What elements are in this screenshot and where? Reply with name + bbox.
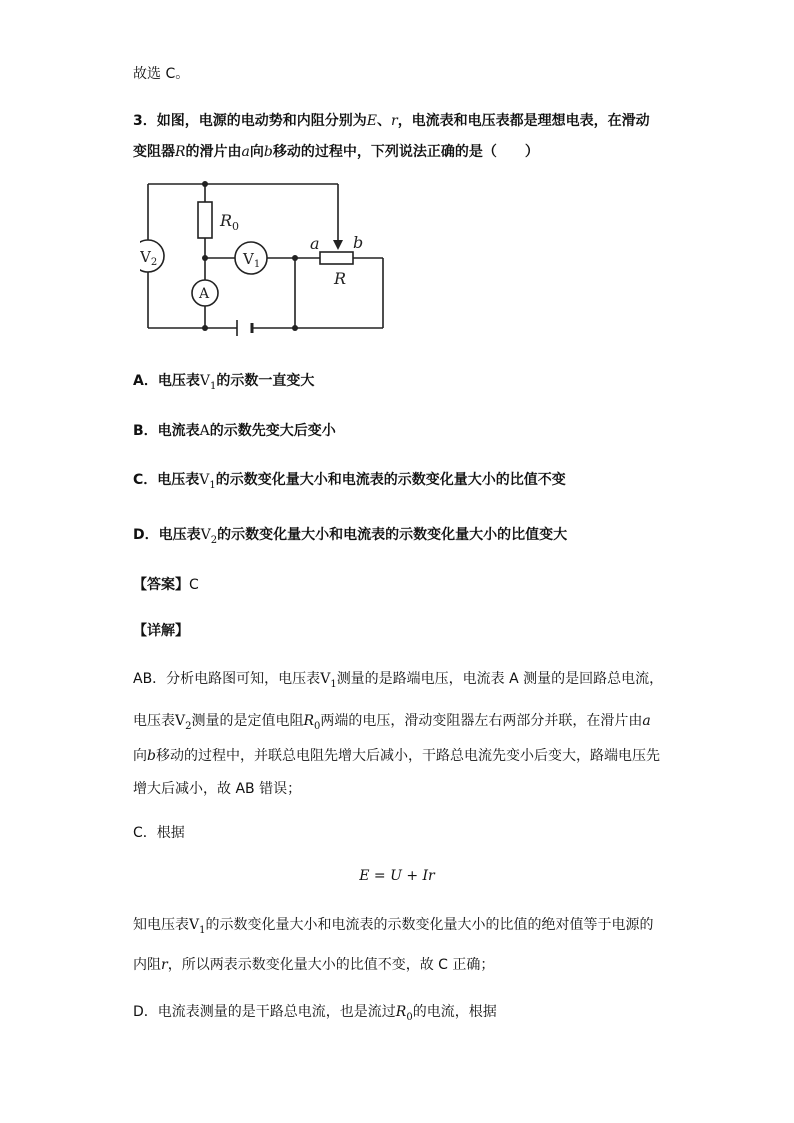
analysis-line3: 向b移动的过程中，并联总电阻先增大后减小，干路总电流先变小后变大，路端电压先 <box>133 748 660 764</box>
equation: E = U + Ir <box>359 868 435 884</box>
option-c: C．电压表$V_1$的示数变化量大小和电流表的示数变化量大小的比值不变 <box>133 472 566 491</box>
rheostat-label: R <box>334 269 347 288</box>
detail-label: 【详解】 <box>133 623 189 639</box>
answer-value: C <box>189 577 199 593</box>
analysis-line1: AB．分析电路图可知，电压表$V_1$测量的是路端电压，电流表 A 测量的是回路总电流， <box>133 671 664 690</box>
question-stem-line1: 3．如图，电源的电动势和内阻分别为E、r，电流表和电压表都是理想电表，在滑动 <box>133 113 650 129</box>
option-b: B．电流表A的示数先变大后变小 <box>133 423 336 439</box>
v1-label: $V_1$ <box>243 250 261 270</box>
internal-resistance-symbol: r <box>390 113 398 129</box>
v2-label: $V_2$ <box>140 248 158 268</box>
rheostat-r <box>320 252 353 264</box>
analysis-line2: 电压表$V_2$测量的是定值电阻$R_0$两端的电压，滑动变阻器左右两部分并联，在滑片由a <box>133 713 651 732</box>
question-number: 3． <box>133 113 157 129</box>
r0-resistor <box>198 202 212 238</box>
previous-conclusion: 故选 C。 <box>133 66 190 82</box>
endpoint-a-label: a <box>310 234 320 253</box>
analysis-line8: D．电流表测量的是干路总电流，也是流过$R_0$的电流，根据 <box>133 1004 497 1023</box>
slider-arrow <box>333 240 343 250</box>
option-a: A．电压表$V_1$的示数一直变大 <box>133 373 315 392</box>
endpoint-b-label: b <box>353 233 364 252</box>
answer-line <box>133 575 199 595</box>
answer-label: 【答案】 <box>133 577 189 593</box>
analysis-line7: 内阻r，所以两表示数变化量大小的比值不变，故 C 正确； <box>133 957 495 973</box>
r0-label: $R_0$ <box>220 211 240 233</box>
analysis-line5: C．根据 <box>133 825 185 841</box>
option-d: D．电压表$V_2$的示数变化量大小和电流表的示数变化量大小的比值变大 <box>133 527 568 546</box>
analysis-line6: 知电压表$V_1$的示数变化量大小和电流表的示数变化量大小的比值的绝对值等于电源的 <box>133 917 654 936</box>
circuit-diagram <box>140 176 390 336</box>
question-stem-line2: 变阻器R的滑片由a向b移动的过程中，下列说法正确的是（ ） <box>133 144 539 160</box>
emf-symbol: E <box>366 113 377 129</box>
analysis-line4: 增大后减小，故 AB 错误； <box>133 781 302 797</box>
a-label: A <box>199 286 210 302</box>
